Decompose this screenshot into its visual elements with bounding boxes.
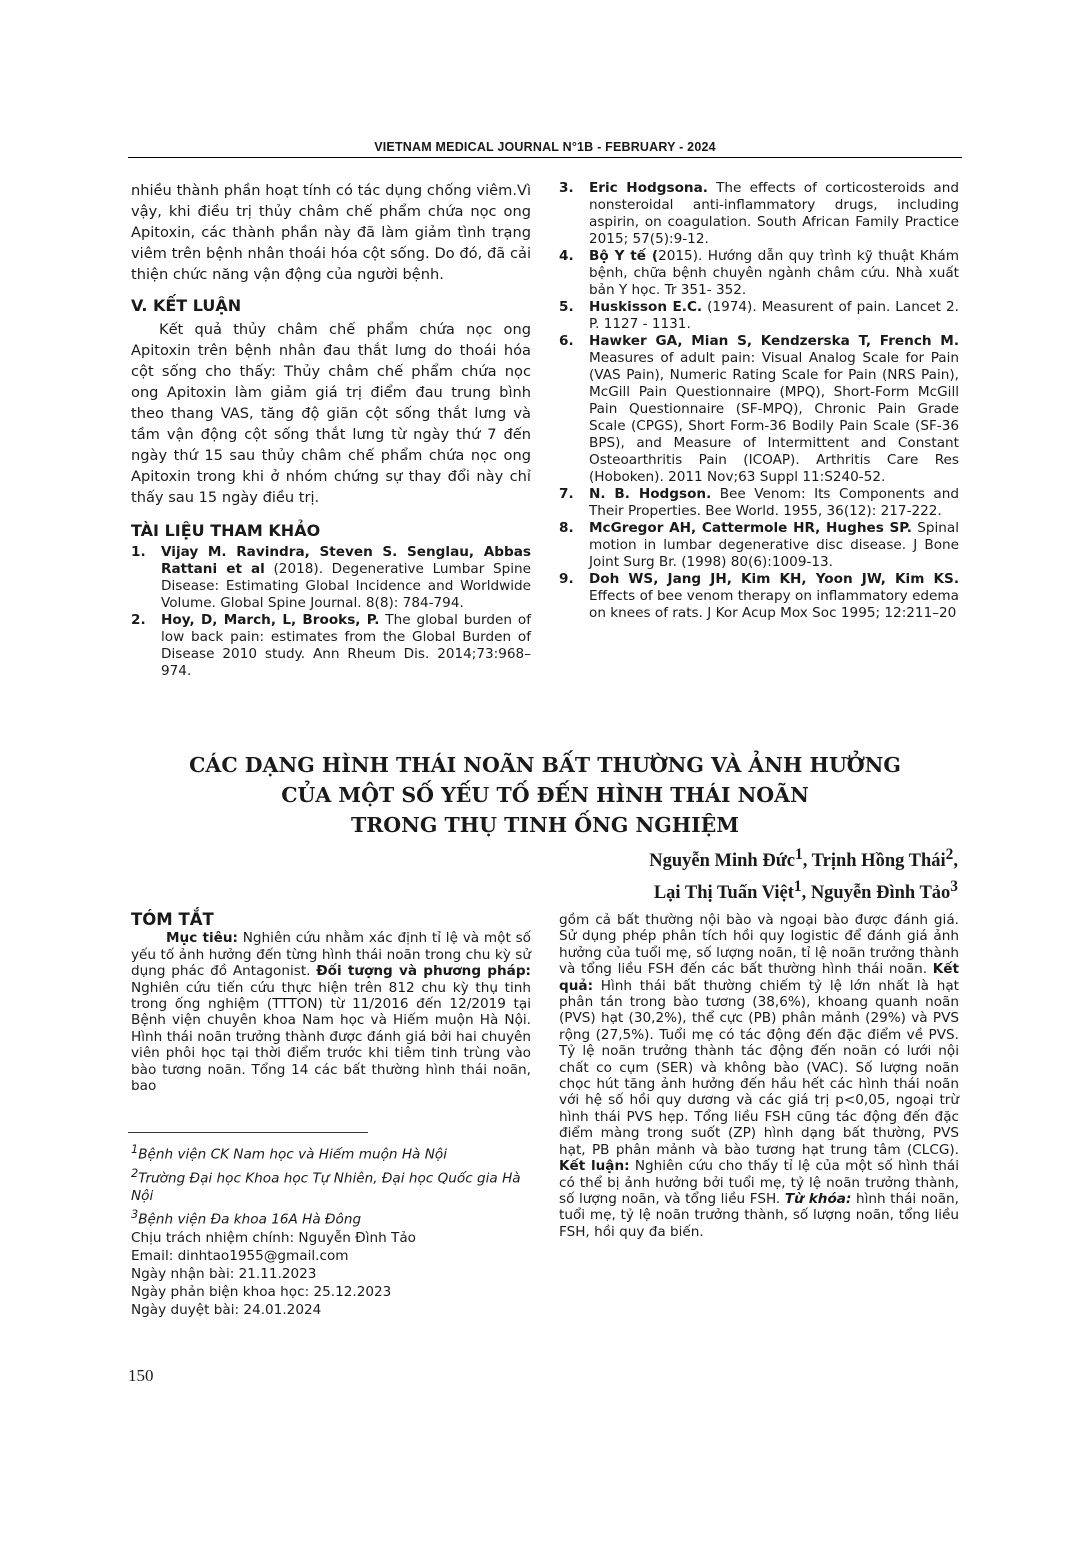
author-affiliation-mark: 2 bbox=[945, 846, 954, 863]
abstract-conclusion-text: Nghiên cứu cho thấy tỉ lệ của một số hình thái có thể bị ảnh hưởng bởi tuổi mẹ, tỷ lệ noãn trưởng thành, số lượng noãn, và tổng liều FSH. bbox=[559, 1158, 959, 1207]
author-name: Lại Thị Tuấn Việt bbox=[653, 883, 794, 904]
affiliation-1 bbox=[131, 1140, 541, 1164]
reference-number: 8. bbox=[559, 520, 574, 536]
references-list-left bbox=[131, 544, 531, 680]
reference-number: 1. bbox=[131, 544, 146, 560]
reference-text: The effects of corticosteroids and nonsteroidal anti-inflammatory drugs, including aspirin, on coagulation. South African Family Practice 2015; 57(5):9-12. bbox=[589, 180, 959, 247]
abstract-methods-label: Đối tượng và phương pháp: bbox=[316, 963, 531, 980]
reference-item bbox=[559, 333, 959, 486]
abstract-conclusion-label: Kết luận: bbox=[559, 1158, 630, 1175]
discussion-paragraph: nhiều thành phần hoạt tính có tác dụng chống viêm.Vì vậy, khi điều trị thủy châm chế phẩm chứa nọc ong Apitoxin, các thành phần này đã làm giảm tình trạng viêm trên bệnh nhân thoái hóa cột sống. Do đó, đã cải thiện chức năng vận động của người bệnh. bbox=[131, 182, 531, 283]
reference-number: 6. bbox=[559, 333, 574, 349]
reference-text: Effects of bee venom therapy on inflammatory edema on knees of rats. J Kor Acup Mox Soc 1995; 12:211–20 bbox=[589, 588, 959, 621]
author-affiliation-mark: 1 bbox=[793, 878, 802, 896]
reference-number: 7. bbox=[559, 486, 574, 502]
reference-item bbox=[559, 520, 959, 571]
reference-item bbox=[559, 248, 959, 299]
article-title-line: TRONG THỤ TINH ỐNG NGHIỆM bbox=[350, 813, 740, 837]
header-rule bbox=[128, 157, 962, 158]
reference-number: 2. bbox=[131, 612, 146, 628]
affiliation-mark: 3 bbox=[131, 1207, 139, 1222]
reference-item bbox=[131, 544, 531, 612]
abstract-left bbox=[131, 912, 531, 1094]
affiliation-text: Trường Đại học Khoa học Tự Nhiên, Đại học Quốc gia Hà Nội bbox=[131, 1170, 521, 1205]
footnote-rule bbox=[128, 1132, 368, 1133]
reference-authors: McGregor AH, Cattermole HR, Hughes SP. bbox=[589, 520, 912, 536]
reference-text: Spinal motion in lumbar degenerative disc disease. J Bone Joint Surg Br. (1998) 80(6):1009-13. bbox=[589, 520, 960, 570]
reference-authors: Hoy, D, March, L, Brooks, P. bbox=[161, 612, 380, 628]
reference-number: 3. bbox=[559, 180, 574, 196]
references-heading: TÀI LIỆU THAM KHẢO bbox=[131, 521, 321, 540]
abstract-keywords-label: Từ khóa: bbox=[784, 1190, 852, 1207]
conclusion-paragraph: Kết quả thủy châm chế phẩm chứa nọc ong Apitoxin trên bệnh nhân đau thắt lưng do thoái hóa cột sống cho thấy: Thủy châm chế phẩm chứa nọc ong Apitoxin làm giảm giá trị điểm đau trung bình theo thang VAS, tăng độ giãn cột sống thắt lưng và tầm vận động cột sống thắt lưng từ ngày thứ 7 đến ngày thứ 15 sau thủy châm chế phẩm chứa nọc ong Apitoxin trong khi ở nhóm chứng sự thay đổi này chỉ thấy sau 15 ngày điều trị. bbox=[131, 321, 531, 506]
reference-number: 4. bbox=[559, 248, 574, 264]
references-list-right bbox=[559, 180, 959, 622]
corresponding-email: Email: dinhtao1955@gmail.com bbox=[131, 1247, 349, 1264]
article-title-line: CÁC DẠNG HÌNH THÁI NOÃN BẤT THƯỜNG VÀ ẢNH HƯỞNG bbox=[189, 753, 901, 777]
reference-authors: Huskisson E.C. bbox=[589, 299, 703, 315]
article-title-line: CỦA MỘT SỐ YẾU TỐ ĐẾN HÌNH THÁI NOÃN bbox=[281, 783, 809, 807]
author-name: Nguyễn Đình Tảo bbox=[810, 883, 951, 904]
abstract-objective-text: Nghiên cứu nhằm xác định tỉ lệ và một số yếu tố ảnh hưởng đến từng hình thái noãn trong chu kỳ sử dụng phác đồ Antagonist. bbox=[131, 930, 531, 980]
article-authors: Nguyễn Minh Đức$^1$, Trịnh Hồng Thái$^2$, Lại Thị Tuấn Việt$^1$, Nguyễn Đình Tảo$^3$ bbox=[649, 846, 958, 904]
article-title bbox=[140, 750, 950, 840]
reference-authors: Vijay M. Ravindra, Steven S. Senglau, Abbas Rattani et al bbox=[161, 544, 531, 577]
abstract-methods-text-continued: gồm cả bất thường nội bào và ngoại bào được đánh giá. Sử dụng phép phân tích hồi quy logistic để đánh giá ảnh hưởng của tuổi mẹ, số lượng noãn, tỉ lệ noãn trưởng thành và tổng liều FSH đến các bất thường hình thái noãn. bbox=[559, 912, 959, 978]
footnotes bbox=[131, 1140, 541, 1319]
left-column bbox=[131, 180, 531, 680]
reference-text: Measures of adult pain: Visual Analog Scale for Pain (VAS Pain), Numeric Rating Scale for Pain (NRS Pain), McGill Pain Questionnaire (MPQ), Short-Form McGill Pain Questionnaire (SF-MPQ), Chronic Pain Grade Scale (CPGS), Short Form-36 Bodily Pain Scale (SF-36 BPS), and Measure of Intermittent and Constant Osteoarthritis Pain (ICOAP). Arthritis Care Res (Hoboken). 2011 Nov;63 Suppl 11:S240-52. bbox=[589, 350, 959, 485]
abstract-methods-text: Nghiên cứu tiến cứu thực hiện trên 812 chu kỳ thụ tinh trong ống nghiệm (TTTON) từ 11/2016 đến 12/2019 tại Bệnh viện chuyên khoa Nam học và Hiếm muộn Hà Nội. Hình thái noãn trưởng thành được đánh giá bởi hai chuyên viên phôi học tại thời điểm trước khi tiêm tinh trùng vào bào tương noãn. Tổng 14 các bất thường hình thái noãn, bao bbox=[131, 979, 531, 1095]
reference-authors: Bộ Y tế ( bbox=[589, 248, 659, 264]
affiliation-2 bbox=[131, 1164, 541, 1206]
affiliation-text: Bệnh viện CK Nam học và Hiếm muộn Hà Nội bbox=[138, 1146, 447, 1163]
abstract-keywords-text: hình thái noãn, tuổi mẹ, tỷ lệ noãn trưởng thành, số lượng noãn, tổng liều FSH, hồi quy đa biến. bbox=[559, 1190, 959, 1240]
date-reviewed: Ngày phản biện khoa học: 25.12.2023 bbox=[131, 1283, 392, 1300]
journal-header: VIETNAM MEDICAL JOURNAL N°1B - FEBRUARY - 2024 bbox=[374, 140, 716, 154]
reference-authors: Doh WS, Jang JH, Kim KH, Yoon JW, Kim KS. bbox=[589, 571, 959, 587]
abstract-body-part2 bbox=[559, 912, 959, 1240]
abstract-heading: TÓM TẮT bbox=[131, 910, 214, 929]
abstract-results-text: Hình thái bất thường chiếm tỷ lệ lớn nhất là hạt phân tán trong bào tương (38,6%), khoang quanh noãn (PVS) hạt (30,2%), thể cực (PB) phân mảnh (29%) và PVS rộng (27,5%). Tuổi mẹ có tác động đến đặc điểm về PVS. Tỷ lệ noãn trưởng thành tác động đến noãn có lưới nội chất co cụm (SER) và không bào (VAC). Số lượng noãn chọc hút tăng ảnh hưởng đến hầu hết các hình thái noãn với hệ số hồi quy dương và các giá trị p<0,05, ngoại trừ hình thái PVS hẹp. Tổng liều FSH cũng tác động đến đặc điểm màng trong suốt (ZP) hình dạng bất thường, PVS hạt, PB phân mảnh và bào tương hạt trung tâm (CLCG). bbox=[559, 977, 959, 1158]
reference-text: 2015). Hướng dẫn quy trình kỹ thuật Khám bệnh, chữa bệnh chuyên ngành châm cứu. Nhà xuất bản Y học. Tr 351- 352. bbox=[589, 248, 959, 298]
reference-item bbox=[559, 571, 959, 622]
abstract-objective-label: Mục tiêu: bbox=[166, 930, 238, 947]
reference-authors: Eric Hodgsona. bbox=[589, 180, 708, 196]
affiliation-text: Bệnh viện Đa khoa 16A Hà Đông bbox=[138, 1211, 362, 1228]
author-affiliation-mark: 1 bbox=[795, 846, 803, 863]
reference-text: Bee Venom: Its Components and Their Properties. Bee World. 1955, 36(12): 217-222. bbox=[589, 486, 959, 519]
abstract-right bbox=[559, 912, 959, 1240]
author-name: Trịnh Hồng Thái bbox=[811, 851, 946, 872]
reference-item bbox=[559, 299, 959, 333]
affiliation-mark: 2 bbox=[131, 1165, 139, 1180]
corresponding-author: Chịu trách nhiệm chính: Nguyễn Đình Tảo bbox=[131, 1229, 416, 1246]
reference-text: (2018). Degenerative Lumbar Spine Disease: Estimating Global Incidence and Worldwide Volume. Global Spine Journal. 8(8): 784-794. bbox=[161, 561, 531, 611]
affiliation-3 bbox=[131, 1205, 541, 1229]
reference-number: 5. bbox=[559, 299, 574, 315]
abstract-body-part1 bbox=[131, 930, 531, 1094]
author-affiliation-mark: 3 bbox=[950, 878, 958, 896]
reference-text: The global burden of low back pain: estimates from the Global Burden of Disease 2010 study. Ann Rheum Dis. 2014;73:968–974. bbox=[161, 612, 531, 679]
reference-authors: Hawker GA, Mian S, Kendzerska T, French M. bbox=[589, 333, 959, 349]
reference-item bbox=[131, 612, 531, 680]
author-name: Nguyễn Minh Đức bbox=[649, 851, 796, 872]
page-number: 150 bbox=[128, 1366, 154, 1385]
reference-item bbox=[559, 486, 959, 520]
abstract-results-label: Kết quả: bbox=[559, 961, 959, 994]
reference-authors: N. B. Hodgson. bbox=[589, 486, 712, 502]
date-approved: Ngày duyệt bài: 24.01.2024 bbox=[131, 1301, 322, 1318]
conclusion-heading: V. KẾT LUẬN bbox=[131, 296, 242, 315]
affiliation-mark: 1 bbox=[131, 1142, 139, 1156]
reference-number: 9. bbox=[559, 571, 574, 587]
reference-item bbox=[559, 180, 959, 248]
reference-text: (1974). Measurent of pain. Lancet 2. P. 1127 - 1131. bbox=[589, 299, 959, 332]
date-received: Ngày nhận bài: 21.11.2023 bbox=[131, 1265, 317, 1282]
